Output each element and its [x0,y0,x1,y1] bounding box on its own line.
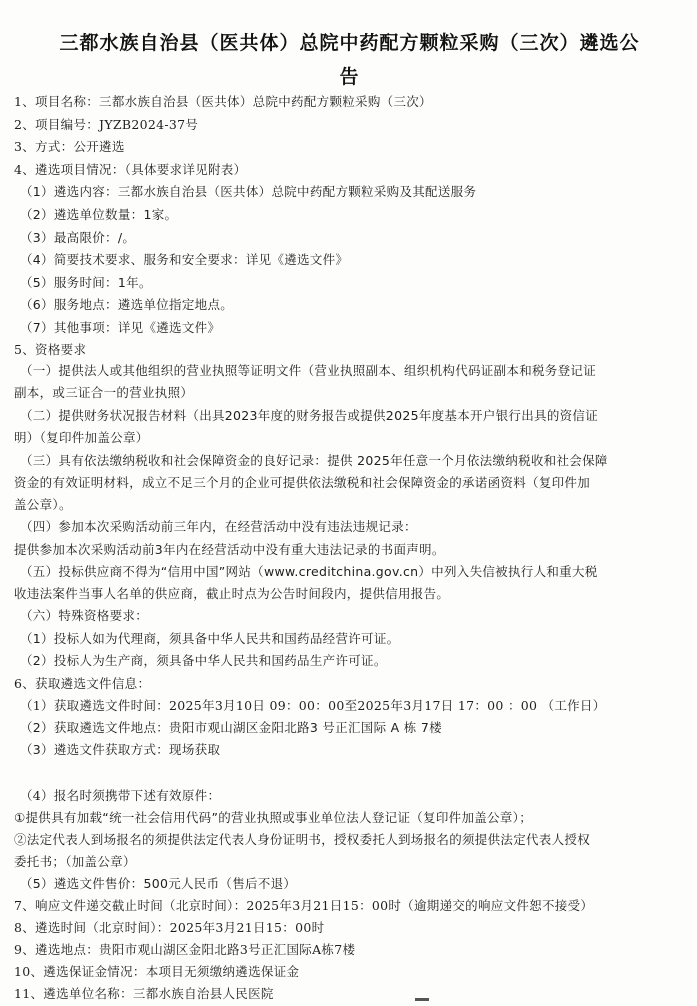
item-9-selection-location: 9、遴选地点：贵阳市观山湖区金阳北路3号正汇国际A栋7楼 [14,942,356,957]
qualification-4-line-1: （四）参加本次采购活动前三年内，在经营活动中没有违法违规记录： [20,519,417,534]
item-4-6-service-location: （6）服务地点：遴选单位指定地点。 [20,297,234,312]
qualification-1-line-2: 副本，或三证合一的营业执照） [14,385,194,400]
item-3-method: 3、方式：公开遴选 [14,139,125,154]
item-6-1-time: （1）获取遴选文件时间：2025年3月10日 09：00：00至2025年3月17日 17：00 ：00 （工作日） [20,698,606,713]
item-6-document-info: 6、获取遴选文件信息： [14,676,151,691]
originals-item-2-line-1: ②法定代表人到场报名的须提供法定代表人身份证明书，授权委托人到场报名的须提供法定代表人授权 [14,832,591,847]
originals-item-1: ①提供具有加载“统一社会信用代码”的营业执照或事业单位法人登记证（复印件加盖公章）； [14,810,533,825]
item-2-project-number: 2、项目编号：JYZB2024-37号 [14,117,199,132]
originals-item-2-line-2: 委托书；（加盖公章） [14,854,136,869]
qualification-2-line-1: （二）提供财务状况报告材料（出具2023年度的财务报告或提供2025年度基本开户银行出具的资信证 [20,408,599,423]
item-6-2-location: （2）获取遴选文件地点：贵阳市观山湖区金阳北路3 号正汇国际 A 栋 7楼 [20,720,442,735]
qualification-3-line-1: （三）具有依法缴纳税收和社会保障资金的良好记录：提供 2025年任意一个月依法缴纳税收和社会保障 [20,453,608,468]
qualification-1-line-1: （一）提供法人或其他组织的营业执照等证明文件（营业执照副本、组织机构代码证副本和税务登记证 [20,363,597,378]
qualification-5-line-1: （五）投标供应商不得为“信用中国”网站（www.creditchina.gov.cn）中列入失信被执行人和重大税 [20,564,598,579]
document-title-line-2: 告 [339,66,360,88]
qualification-4-line-2: 提供参加本次采购活动前3年内在经营活动中没有重大违法记录的书面声明。 [14,542,445,557]
item-4-2-quantity: （2）遴选单位数量：1家。 [20,207,178,222]
qualification-2-line-2: 明）（复印件加盖公章） [14,430,149,445]
item-6-4-originals: （4）报名时须携带下述有效原件： [20,788,221,803]
item-4-7-other-matters: （7）其他事项：详见《遴选文件》 [20,320,221,335]
item-10-deposit: 10、遴选保证金情况：本项目无须缴纳遴选保证金 [14,964,300,979]
document-title-line-1: 三都水族自治县（医共体）总院中药配方颗粒采购（三次）遴选公 [59,32,640,54]
item-1-project-name: 1、项目名称：三都水族自治县（医共体）总院中药配方颗粒采购（三次） [14,94,432,109]
qualification-6-heading: （六）特殊资格要求： [20,608,149,623]
item-4-4-requirements: （4）简要技术要求、服务和安全要求：详见《遴选文件》 [20,252,349,267]
qualification-3-line-3: 盖公章）。 [14,497,72,512]
qualification-6-2: （2）投标人为生产商，须具备中华人民共和国药品生产许可证。 [20,653,387,668]
qualification-3-line-2: 资金的有效证明材料，成立不足三个月的企业可提供依法缴税和社会保障资金的承诺函资料（复印件加 [14,475,591,490]
document-title [14,26,685,94]
item-8-selection-time: 8、遴选时间（北京时间）：2025年3月21日15：00时 [14,920,325,935]
item-11-unit-name: 11、遴选单位名称：三都水族自治县人民医院 [14,986,274,1001]
qualification-5-line-2: 收违法案件当事人名单的供应商，截止时点为公告时间段内，提供信用报告。 [14,586,450,601]
item-6-3-method: （3）遴选文件获取方式：现场获取 [20,742,221,757]
item-6-5-price: （5）遴选文件售价：500元人民币（售后不退） [20,876,297,891]
item-7-deadline: 7、响应文件递交截止时间（北京时间）：2025年3月21日15：00时（逾期递交的响应文件恕不接受） [14,898,594,913]
item-4-project-situation: 4、遴选项目情况：（具体要求详见附表） [14,162,247,177]
item-4-3-price-limit: （3）最高限价：/。 [20,230,136,245]
item-5-qualifications: 5、资格要求 [14,342,87,357]
item-4-1-content: （1）遴选内容：三都水族自治县（医共体）总院中药配方颗粒采购及其配送服务 [20,184,477,199]
qualification-6-1: （1）投标人如为代理商，须具备中华人民共和国药品经营许可证。 [20,631,400,646]
scan-artifact-mark [415,998,429,1001]
item-4-5-service-time: （5）服务时间：1年。 [20,275,152,290]
